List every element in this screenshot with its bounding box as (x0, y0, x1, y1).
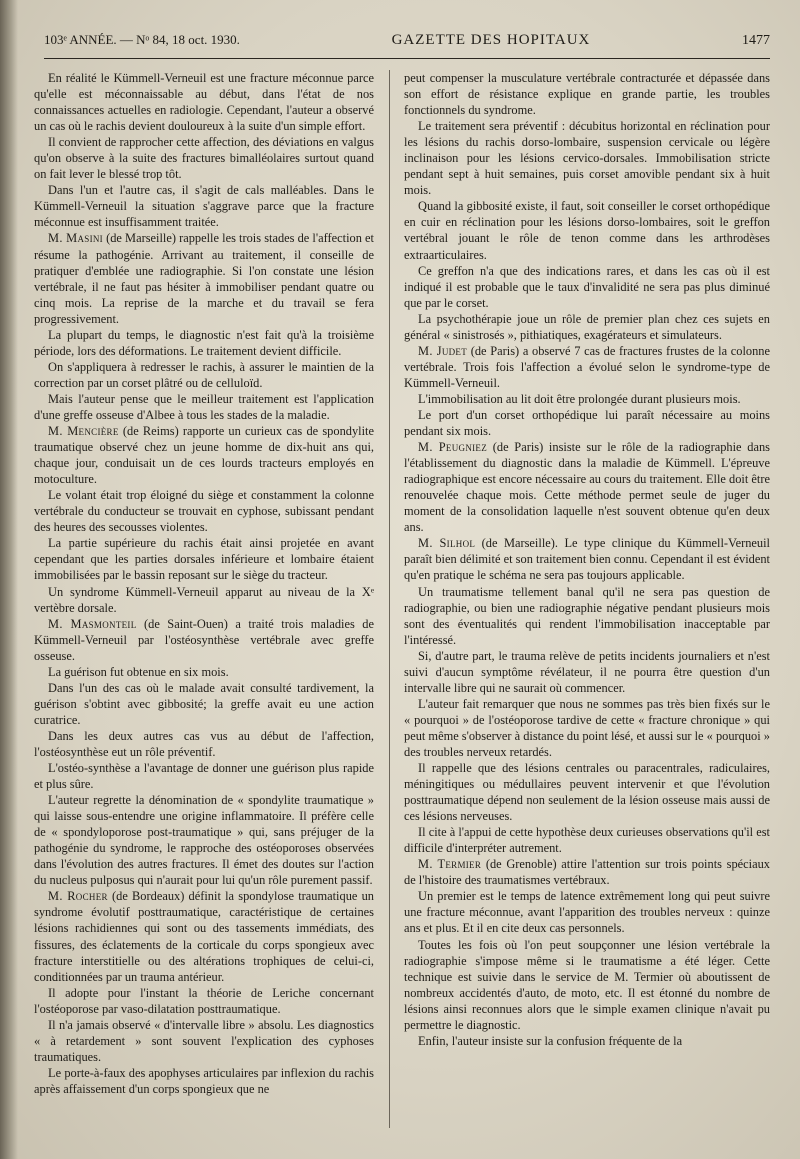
right-column (404, 70, 770, 1049)
paragraph-text: L'auteur regrette la dénomination de « spondylite traumatique » qui laisse sous-entendre une origine inflammatoire. Il préfère celle de « spondyloporose post-traumatique » qui, sans préjuger de la pathogénie du syndrome, le rapproche des ostéoporoses observées dans l'évolution des autres fractures. Il émet des doutes sur l'action du nucleus pulposus qui n'aurait pour lui qu'un rôle purement passif. (34, 793, 374, 888)
paragraph-text: Quand la gibbosité existe, il faut, soit conseiller le corset orthopédique en cuir en réclination pour les lésions dorso-lombaires, soit le greffon vertébral jouant le rôle de tenon comme dans les arthrodèses extraarticulaires. (404, 199, 770, 262)
speaker-name: M. Masmonteil (48, 616, 137, 631)
paragraph (34, 182, 374, 230)
paragraph-text: On s'appliquera à redresser le rachis, à assurer le maintien de la correction par un corset plâtré ou de celluloïd. (34, 359, 374, 390)
paragraph (404, 439, 770, 535)
paragraph-text: Dans les deux autres cas vus au début de l'affection, l'ostéosynthèse eut un rôle préventif. (34, 728, 374, 759)
paragraph-text: Il n'a jamais observé « d'intervalle libre » absolu. Les diagnostics « à retardement » sont souvent l'explication des cyphoses traumatiques. (34, 1017, 374, 1064)
paragraph (404, 584, 770, 648)
paragraph (34, 985, 374, 1017)
paragraph (404, 937, 770, 1033)
paragraph (34, 888, 374, 984)
paragraph (34, 134, 374, 182)
header-rule (44, 58, 770, 59)
paragraph-text: Le volant était trop éloigné du siège et constamment la colonne vertébrale du conducteur se trouvait en cyphose, subissant pendant des heures des secousses violentes. (34, 488, 374, 535)
paragraph (404, 118, 770, 198)
paragraph-text: L'ostéo-synthèse a l'avantage de donner une guérison plus rapide et plus sûre. (34, 761, 374, 792)
page-header (44, 32, 770, 54)
paragraph (34, 391, 374, 423)
paragraph-text: Il rappelle que des lésions centrales ou paracentrales, radiculaires, méningitiques ou médullaires peuvent intervenir et que l'évolution posttraumatique dépend non seulement de la lésion osseuse mais aussi de ces lésions nerveuses. (404, 761, 770, 824)
paragraph-text: (de Marseille). Le type clinique du Kümmell-Verneuil paraît bien délimité et son traitement bien connu. Cependant il est évident qu'en pratique le schéma ne sera pas toujours applicable. (404, 536, 770, 583)
paragraph (404, 696, 770, 760)
page-binding-edge (0, 0, 18, 1159)
paragraph (34, 584, 374, 616)
paragraph-text: Il convient de rapprocher cette affection, des déviations en valgus qu'on observe à la suite des fractures bimalléolaires surtout quand on fait lever le blessé trop tôt. (34, 135, 374, 182)
paragraph (34, 230, 374, 326)
paragraph (34, 70, 374, 134)
speaker-name: M. Rocher (48, 889, 108, 904)
paragraph-text: Dans l'un et l'autre cas, il s'agit de cals malléables. Dans le Kümmell-Verneuil la situation s'aggrave parce que la fracture méconnue est insuffisamment traitée. (34, 183, 374, 230)
paragraph-text: Il cite à l'appui de cette hypothèse deux curieuses observations qu'il est difficile d'interpréter autrement. (404, 825, 770, 856)
paragraph-text: (de Grenoble) attire l'attention sur trois points spéciaux de l'histoire des traumatismes vertébraux. (404, 857, 770, 888)
paragraph (404, 760, 770, 824)
paragraph (34, 359, 374, 391)
paragraph (34, 680, 374, 728)
paragraph (404, 648, 770, 696)
paragraph-text: Le port d'un corset orthopédique lui paraît nécessaire au moins pendant six mois. (404, 407, 770, 439)
paragraph (34, 792, 374, 888)
paragraph (404, 263, 770, 311)
paragraph-text: Il adopte pour l'instant la théorie de Leriche concernant l'ostéoporose par vaso-dilatation posttraumatique. (34, 985, 374, 1016)
paragraph (404, 70, 770, 118)
paragraph (34, 535, 374, 583)
speaker-name: M. Silhol (418, 536, 476, 551)
paragraph-text: Mais l'auteur pense que le meilleur traitement est l'application d'une greffe osseuse d'Albee à tous les stades de la maladie. (34, 391, 374, 422)
paragraph-text: (de Bordeaux) définit la spondylose traumatique un syndrome évolutif posttraumatique, caractéristique de certaines lésions rachidiennes qui sont ou des tassements immédiats, des fissures, des éclatements de la corticale du corps spongieux avec fracture interstitielle ou des altérations trophiques de celui-ci, conditionnées par un trauma antérieur. (34, 889, 374, 984)
paragraph-text: La guérison fut obtenue en six mois. (48, 664, 229, 679)
paragraph (404, 407, 770, 439)
paragraph (34, 1065, 374, 1097)
paragraph (404, 888, 770, 936)
speaker-name: M. Peugniez (418, 440, 488, 455)
left-column (34, 70, 374, 1097)
paragraph-text: peut compenser la musculature vertébrale contracturée et dépassée dans son effort de résistance explique en grande partie, les troubles fonctionnels du syndrome. (404, 71, 770, 118)
paragraph (404, 856, 770, 888)
paragraph (34, 760, 374, 792)
paragraph-text: Le traitement sera préventif : décubitus horizontal en réclination pour les lésions du rachis dorso-lombaire, suspension cervicale ou légère inclinaison pour les lésions cervico-dorsales. Immobilisation stricte pendant sept à huit semaines, puis corset amovible pendant six à huit mois. (404, 119, 770, 198)
column-divider (389, 70, 390, 1128)
paragraph-text: Un traumatisme tellement banal qu'il ne sera pas question de radiographie, ou bien une radiographie négative pendant plusieurs mois sont des éventualités qui rendent l'immobilisation inacceptable par l'intéressé. (404, 584, 770, 647)
paragraph-text: La psychothérapie joue un rôle de premier plan chez ces sujets en général « sinistrosés », pithiatiques, exagérateurs et simulateurs. (404, 311, 770, 342)
paragraph-text: Un syndrome Kümmell-Verneuil apparut au niveau de la Xᵉ vertèbre dorsale. (34, 584, 374, 615)
paragraph-text: La partie supérieure du rachis était ainsi projetée en avant cependant que les parties dorsales inférieure et lombaire étaient immobilisées par le bassin reposant sur le siège du tracteur. (34, 536, 374, 583)
paragraph (34, 664, 374, 680)
paragraph (34, 487, 374, 535)
paragraph-text: Enfin, l'auteur insiste sur la confusion fréquente de la (418, 1033, 683, 1048)
paragraph (34, 728, 374, 760)
issue-info: 103ᵉ ANNÉE. — Nᵒ 84, 18 oct. 1930. (44, 32, 240, 47)
paragraph (34, 1017, 374, 1065)
speaker-name: M. Termier (418, 857, 482, 872)
paragraph (34, 327, 374, 359)
paragraph (404, 535, 770, 583)
speaker-name: M. Masini (48, 231, 103, 246)
paragraph-text: L'auteur fait remarquer que nous ne sommes pas très bien fixés sur le « pourquoi » de l'ostéoporose tardive de cette « fracture chronique » qui peut même s'observer à distance du point lésé, et aussi sur le « pourquoi » des troubles nerveux retardés. (404, 696, 770, 759)
paragraph (404, 824, 770, 856)
paragraph (404, 1033, 770, 1049)
paragraph (34, 616, 374, 664)
paragraph-text: En réalité le Kümmell-Verneuil est une fracture méconnue parce qu'elle est méconnaissable au début, dans l'état de nos connaissances actuelles en radiologie. Cependant, l'auteur a observé un cas où le rachis devient douloureux à la suite d'un simple effort. (34, 71, 374, 134)
paragraph (404, 343, 770, 391)
paragraph-text: Dans l'un des cas où le malade avait consulté tardivement, la guérison s'obtint avec gibbosité; la greffe avait eu une action curatrice. (34, 680, 374, 727)
paragraph (404, 391, 770, 407)
paragraph-text: (de Saint-Ouen) a traité trois maladies de Kümmell-Verneuil par l'ostéosynthèse vertébrale avec greffe osseuse. (34, 616, 374, 663)
paragraph (404, 311, 770, 343)
paragraph-text: (de Paris) insiste sur le rôle de la radiographie dans l'établissement du diagnostic dans la maladie de Kümmell. L'épreuve radiographique est encore nécessaire au cours du traitement. Elle doit être renouvelée chaque mois. Cette méthode permet seule de juger du moment de la consolidation laquelle n'est souvent obtenue qu'en deux ans. (404, 440, 770, 535)
paragraph-text: (de Paris) a observé 7 cas de fractures frustes de la colonne vertébrale. Trois fois l'affection a évolué selon le syndrome-type de Kümmell-Verneuil. (404, 343, 771, 390)
paragraph-text: Un premier est le temps de latence extrêmement long qui peut suivre une fracture méconnue, avant l'apparition des troubles nerveux : quinze ans et plus. Et il en cite deux cas personnels. (404, 889, 770, 936)
journal-title: GAZETTE DES HOPITAUX (391, 32, 591, 48)
paragraph-text: Ce greffon n'a que des indications rares, et dans les cas où il est indiqué il est probable que le taux d'invalidité ne sera pas plus diminué que par le corset. (404, 263, 770, 310)
paragraph-text: La plupart du temps, le diagnostic n'est fait qu'à la troisième période, lors des déformations. Le traitement devient difficile. (34, 327, 374, 358)
paragraph (34, 423, 374, 487)
paragraph-text: Le porte-à-faux des apophyses articulaires par inflexion du rachis après affaissement d'un corps spongieux que ne (34, 1065, 374, 1096)
paragraph-text: Si, d'autre part, le trauma relève de petits incidents journaliers et n'est suivi d'aucun symptôme révélateur, il ne pourra être question d'un intervalle libre qui ne saurait où commencer. (404, 648, 770, 695)
paragraph-text: L'immobilisation au lit doit être prolongée durant plusieurs mois. (418, 391, 741, 406)
paragraph-text: Toutes les fois où l'on peut soupçonner une lésion vertébrale la radiographie s'impose même si le traumatisme a été léger. Cette technique est suivie dans le service de M. Termier où aboutissent de nombreux accidentés d'auto, de moto, etc. Il est étonné du nombre de lésions ainsi reconnues alors que le simple examen clinique n'avait pu permettre le diagnostic. (404, 937, 770, 1032)
speaker-name: M. Judet (418, 343, 468, 358)
paragraph (404, 198, 770, 262)
page-number: 1477 (742, 33, 770, 48)
speaker-name: M. Mencière (48, 424, 119, 439)
paragraph-text: (de Marseille) rappelle les trois stades de l'affection et résume la pathogénie. Arrivant au traitement, il conseille de pratiquer d'emblée une radiographie. Si l'on constate une lésion vertébrale, il ne faut pas hésiter à immobiliser pendant quatre ou cinq mois. La reprise de la marche et du travail se fera progressivement. (34, 231, 374, 326)
paragraph-text: (de Reims) rapporte un curieux cas de spondylite traumatique observé chez un jeune homme de dix-huit ans qui, chaque jour, conduisait un de ces lourds tracteurs employés en motoculture. (34, 424, 374, 487)
